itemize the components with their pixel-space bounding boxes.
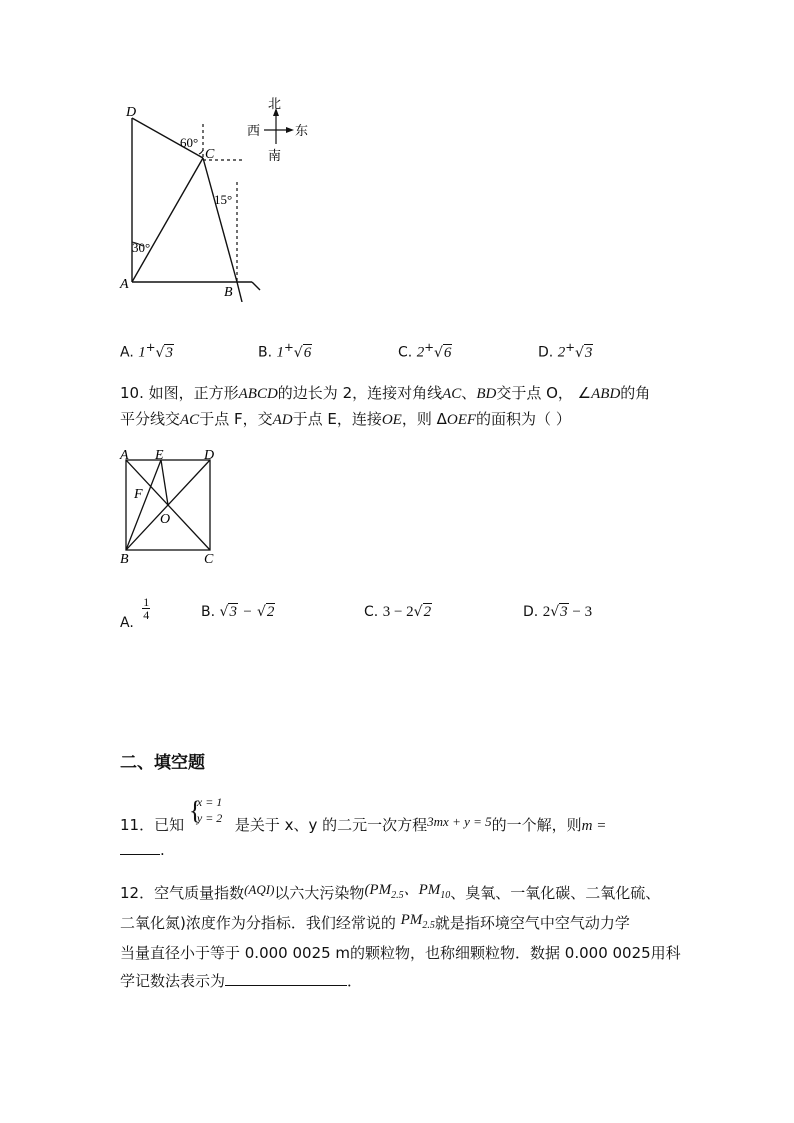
label10-B: B (120, 552, 129, 566)
compass-south: 南 (268, 148, 282, 163)
compass (244, 96, 316, 166)
q12-line3: 当量直径小于等于 0.000 0025 m的颗粒物，也称细颗粒物．数据 0.000 0025用科 (120, 944, 681, 962)
angle-15: 15° (214, 192, 233, 207)
q10-option-d: D. 2√3 − 3 (523, 604, 593, 620)
label-B: B (224, 285, 233, 300)
section-heading-fill-in: 二、填空题 (120, 753, 205, 773)
sqrt-icon: √ (155, 344, 165, 361)
label10-O: O (160, 512, 171, 527)
q10-option-a: A. $\frac{1}{4}$ (120, 595, 150, 631)
q12-line2: 二氧化氮)浓度作为分指标．我们经常说的 $PM_{2.5}$就是指环境空气中空气动力学 (120, 912, 630, 932)
q11-line1: 11．已知 { x = 1 y = 2 是关于 x、y 的二元一次方程3mx + y = 5的一个解，则m = (120, 795, 607, 834)
sqrt-icon: √ (293, 344, 303, 361)
angle-60: 60° (180, 135, 199, 150)
label10-C: C (204, 552, 214, 566)
compass-north: 北 (268, 96, 282, 111)
label10-F: F (134, 487, 143, 502)
q12-answer-blank[interactable] (225, 971, 347, 986)
sqrt-icon: √ (433, 344, 443, 361)
sqrt-icon: √ (256, 604, 266, 620)
label-C: C (205, 147, 215, 162)
q12-line1: 12．空气质量指数(AQI)以六大污染物($PM_{2.5}$、$PM_{10}$、臭氧、一氧化碳、二氧化硫、 (120, 882, 661, 902)
q9-option-d: D. 2+√3 (538, 340, 593, 361)
label10-A: A (120, 448, 129, 463)
sqrt-icon: √ (413, 604, 423, 620)
sqrt-icon: √ (219, 604, 229, 620)
q10-line2: 平分线交AC于点 F，交AD于点 E，连接OE，则 ΔOEF的面积为（ ） (120, 410, 571, 428)
sqrt-icon: √ (574, 344, 584, 361)
label-D: D (126, 105, 137, 120)
q11-answer-blank[interactable] (120, 840, 160, 855)
east-arrow-icon (286, 127, 294, 133)
q11-line2: . (120, 840, 165, 859)
angle-30: 30° (132, 240, 151, 255)
q9-option-c: C. 2+√6 (398, 340, 452, 361)
q9-option-b: B. 1+√6 (258, 340, 312, 361)
q10-line1: 10. 如图，正方形ABCD的边长为 2，连接对角线AC、BD交于点 O， ∠ABD的角 (120, 384, 651, 402)
sqrt-icon: √ (550, 604, 560, 620)
figure-q10 (114, 446, 226, 566)
compass-east: 东 (295, 123, 309, 138)
label10-D: D (204, 448, 215, 463)
label-A: A (120, 277, 129, 292)
q10-option-b: B. √3 − √2 (201, 604, 275, 620)
q12-line4: 学记数法表示为 ． (120, 972, 363, 990)
q9-option-a: A. 1+√3 (120, 340, 173, 361)
compass-west: 西 (247, 123, 261, 138)
label10-E: E (155, 448, 164, 463)
q10-option-c: C. 3 − 2√2 (364, 604, 432, 620)
